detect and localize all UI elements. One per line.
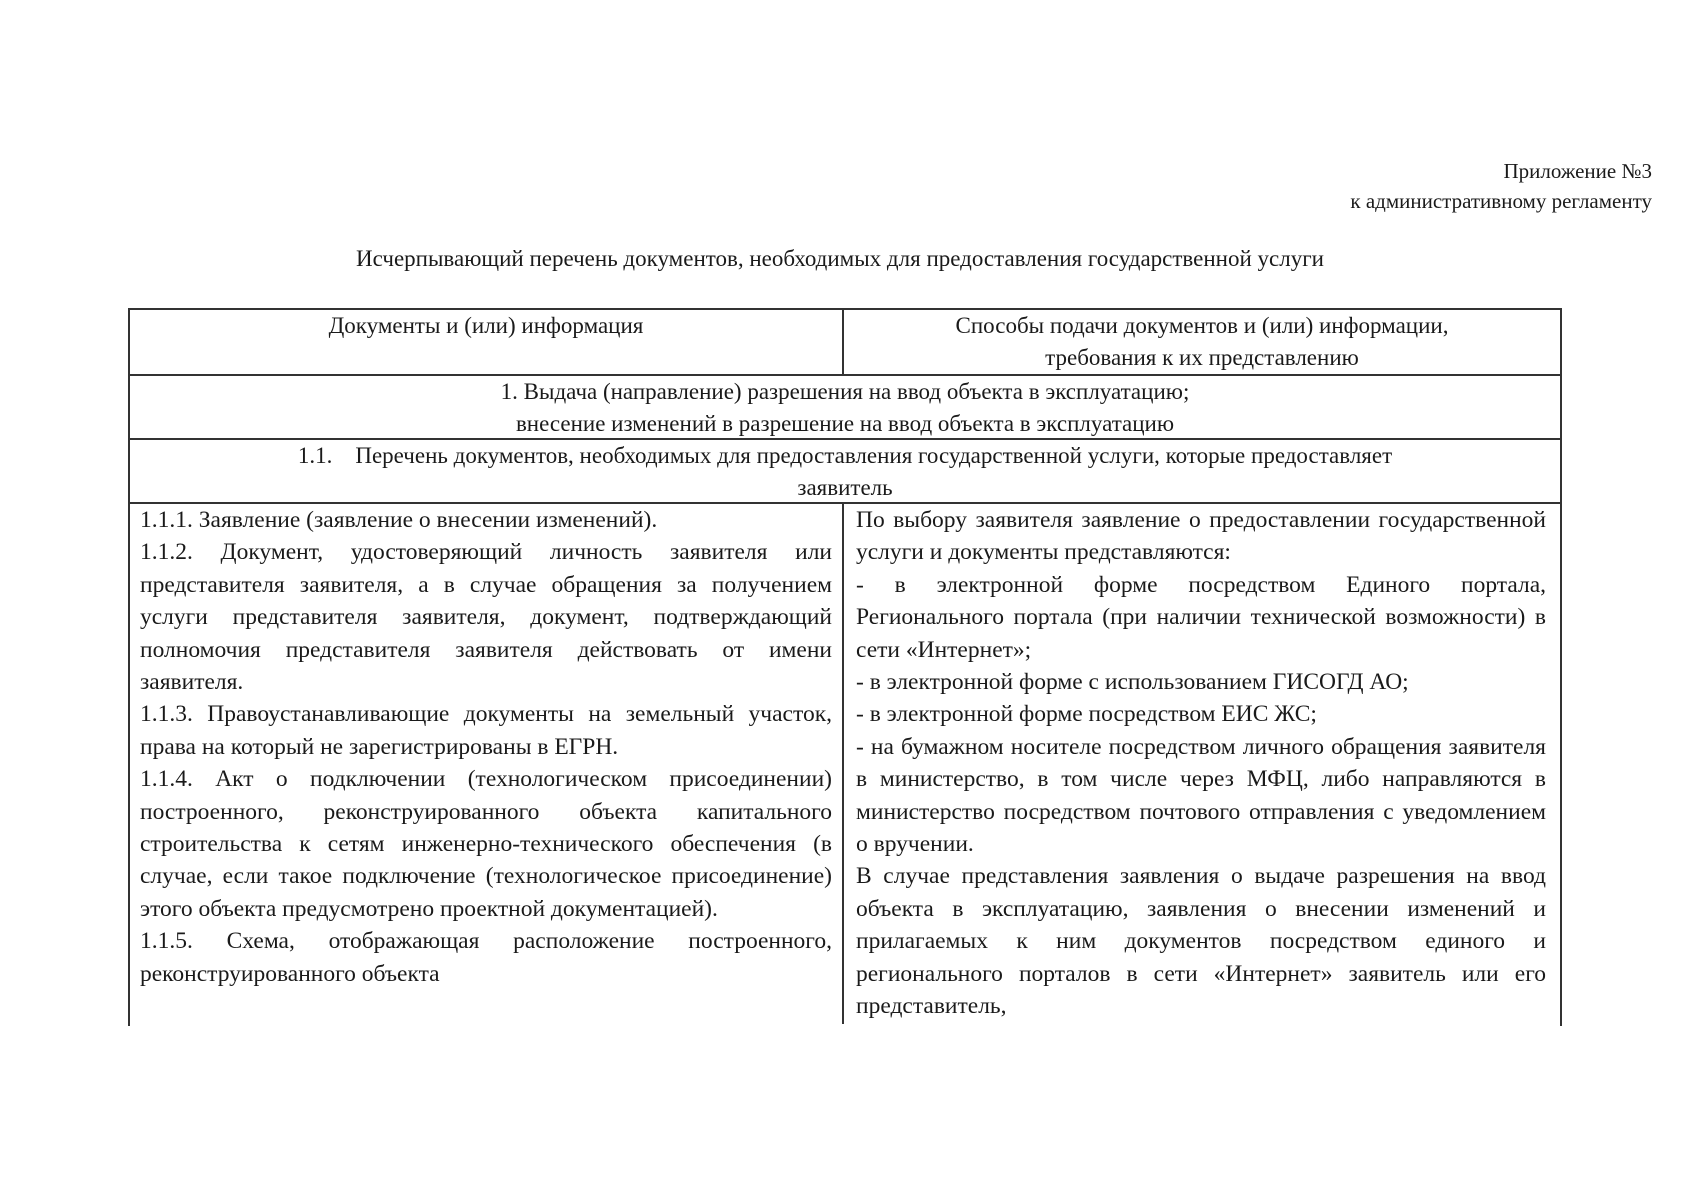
documents-table [128,308,1562,1026]
documents-list-cell [130,504,844,1024]
document-item: 1.1.4. Акт о подключении (технологическом присоединении) построенного, реконструированного объекта капитального строительства к сетям инженерно-технического обеспечения (в случае, если такое подключение (технологическое присоединение) этого объекта предусмотрено проектной документацией). [140,766,832,922]
section-heading-line-1: 1. Выдача (направление) разрешения на ввод объекта в эксплуатацию; [500,379,1190,404]
section-heading-line-2: внесение изменений в разрешение на ввод объекта в эксплуатацию [515,411,1175,436]
submission-methods-cell [844,504,1560,1024]
table-body-row [130,504,1560,1024]
header-submission-methods [844,310,1560,374]
header-submission-line-2: требования к их представлению [1045,345,1359,370]
submission-item: - в электронной форме посредством Единого портала, Регионального портала (при наличии технической возможности) в сети «Интернет»; [856,571,1546,663]
submission-item: - в электронной форме посредством ЕИС ЖС; [856,701,1317,728]
appendix-line-1: Приложение №3 [1503,159,1652,183]
header-documents: Документы и (или) информация [130,310,844,374]
submission-item: По выбору заявителя заявление о предоставлении государственной услуги и документы представляются: [856,507,1546,566]
header-submission-line-1: Способы подачи документов и (или) информации, [955,313,1449,338]
document-item: 1.1.5. Схема, отображающая расположение построенного, реконструированного объекта [140,928,832,987]
appendix-line-2: к административному регламенту [1350,189,1652,213]
subsection-heading-line-1: 1.1. Перечень документов, необходимых для предоставления государственной услуги, которые предоставляет [297,443,1393,468]
document-item: 1.1.1. Заявление (заявление о внесении изменений). [140,507,658,533]
document-item: 1.1.3. Правоустанавливающие документы на земельный участок, права на который не зарегистрированы в ЕГРН. [140,701,832,760]
subsection-heading-row [130,440,1560,504]
appendix-note [1350,156,1652,216]
subsection-heading-line-2: заявитель [797,475,893,500]
document-title: Исчерпывающий перечень документов, необходимых для предоставления государственной услуги [356,246,1324,271]
document-item: 1.1.2. Документ, удостоверяющий личность заявителя или представителя заявителя, а в случае обращения за получением услуги представителя заявителя, документ, подтверждающий полномочия представителя заявителя действовать от имени заявителя. [140,539,832,696]
submission-item: - на бумажном носителе посредством личного обращения заявителя в министерство, в том числе через МФЦ, либо направляются в министерство посредством почтового отправления с уведомлением о вручении. [856,733,1546,858]
section-heading-row [130,376,1560,440]
table-header-row [130,310,1560,376]
submission-item: В случае представления заявления о выдаче разрешения на ввод объекта в эксплуатацию, заявления о внесении изменений и прилагаемых к ним документов посредством единого и регионального порталов в сети «Интернет» заявитель или его представитель, [856,863,1546,1020]
submission-item: - в электронной форме с использованием ГИСОГД АО; [856,669,1409,696]
